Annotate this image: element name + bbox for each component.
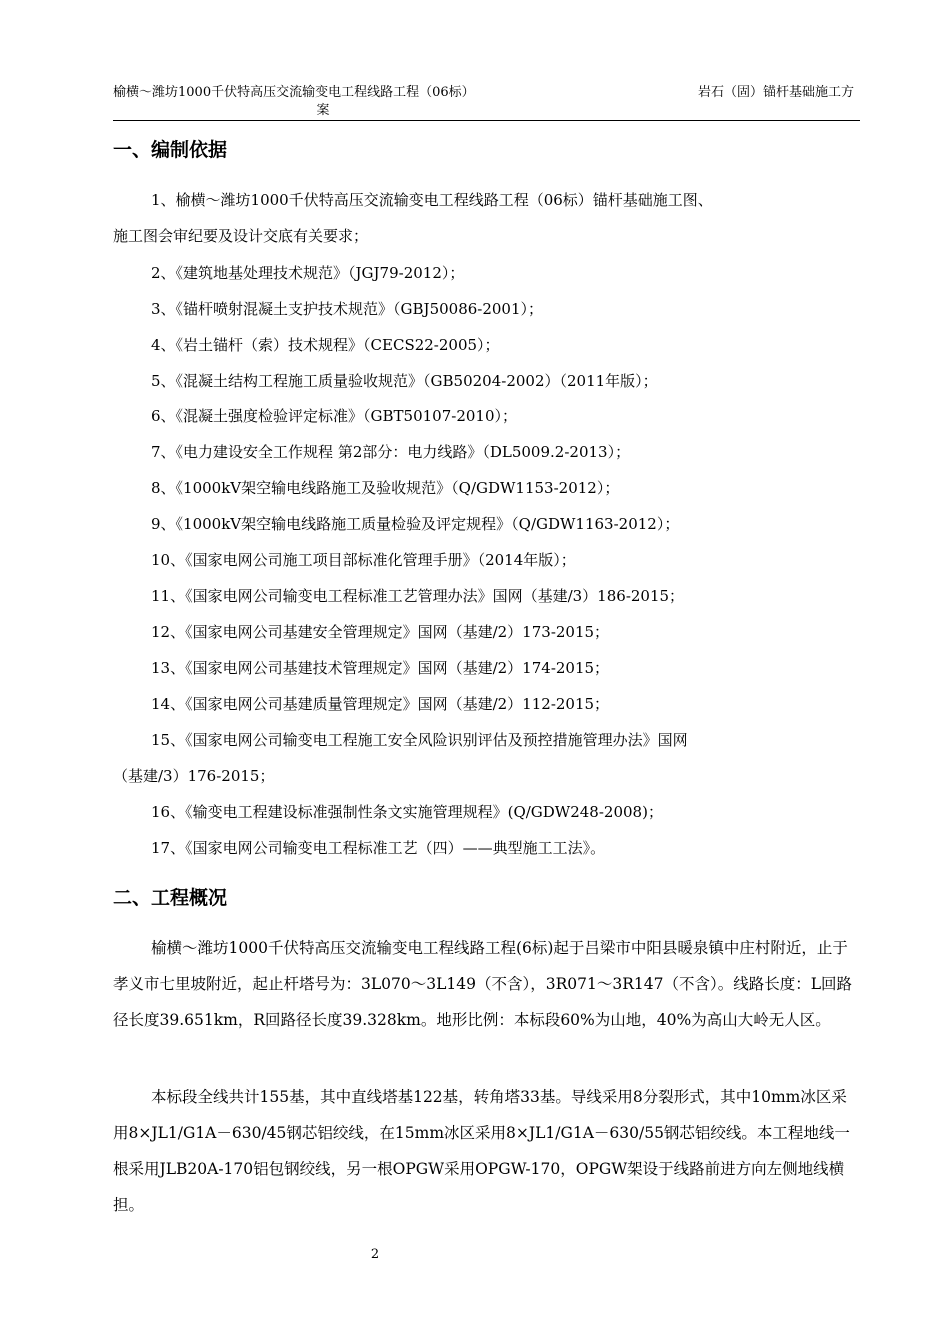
basis-item-4: 4、《岩土锚杆（索）技术规程》（CECS22-2005）； [151,336,500,354]
basis-item-7: 7、《电力建设安全工作规程 第2部分：电力线路》（DL5009.2-2013）； [151,443,631,461]
basis-item-15: 15、《国家电网公司输变电工程施工安全风险识别评估及预控措施管理办法》国网 [151,731,688,749]
section2-heading: 二、工程概况 [113,887,228,909]
section1-heading: 一、编制依据 [113,139,228,161]
page-number: 2 [370,1247,380,1262]
overview-paragraph-2: 本标段全线共计155基，其中直线塔基122基，转角塔33基。导线采用8分裂形式，其中10mm冰区采用8×JL1/G1A－630/45钢芯铝绞线，在15mm冰区采用8×JL1/G1A－630/55钢芯铝绞线。本工程地线一根采用JLB20A-170铝包钢绞线，另一根OPGW采用OPGW-170，OPGW架设于线路前进方向左侧地线横担。 [113,1088,850,1214]
header-project-title [113,84,533,119]
header-title-line2: 案 [316,103,330,118]
basis-item-13: 13、《国家电网公司基建技术管理规定》国网（基建/2）174-2015； [151,659,610,677]
basis-item-14: 14、《国家电网公司基建质量管理规定》国网（基建/2）112-2015； [151,695,610,713]
overview-paragraph-1: 榆横～潍坊1000千伏特高压交流输变电工程线路工程(6标)起于吕梁市中阳县暖泉镇中庄村附近，止于孝义市七里坡附近，起止杆塔号为：3L070～3L149（不含），3R071～3R147（不含）。线路长度：L回路径长度39.651km，R回路径长度39.328km。地形比例：本标段60%为山地，40%为高山大岭无人区。 [113,939,853,1029]
basis-item-1-cont: 施工图会审纪要及设计交底有关要求； [113,227,369,245]
basis-item-2: 2、《建筑地基处理技术规范》（JGJ79-2012）； [151,264,465,282]
basis-item-3: 3、《锚杆喷射混凝土支护技术规范》（GBJ50086-2001）； [151,300,544,318]
page-header [113,84,860,121]
basis-item-15-cont: （基建/3）176-2015； [113,767,275,785]
basis-item-17: 17、《国家电网公司输变电工程标准工艺（四）——典型施工工法》。 [151,839,606,857]
basis-item-6: 6、《混凝土强度检验评定标准》（GBT50107-2010）； [151,407,518,425]
basis-item-12: 12、《国家电网公司基建安全管理规定》国网（基建/2）173-2015； [151,623,610,641]
header-title-line1: 榆横～潍坊1000千伏特高压交流输变电工程线路工程（06标） [113,85,475,100]
header-doc-title: 岩石（固）锚杆基础施工方 [697,85,854,100]
basis-item-16: 16、《输变电工程建设标准强制性条文实施管理规程》(Q/GDW248-2008)； [151,803,663,821]
basis-item-9: 9、《1000kV架空输电线路施工质量检验及评定规程》（Q/GDW1163-2012）； [151,515,680,533]
basis-item-1: 1、榆横～潍坊1000千伏特高压交流输变电工程线路工程（06标）锚杆基础施工图、 [151,191,713,209]
basis-item-8: 8、《1000kV架空输电线路施工及验收规范》（Q/GDW1153-2012）； [151,479,620,497]
basis-item-5: 5、《混凝土结构工程施工质量验收规范》（GB50204-2002）（2011年版）； [151,372,658,390]
basis-item-10: 10、《国家电网公司施工项目部标准化管理手册》（2014年版）； [151,551,576,569]
basis-item-11: 11、《国家电网公司输变电工程标准工艺管理办法》国网（基建/3）186-2015； [151,587,685,605]
